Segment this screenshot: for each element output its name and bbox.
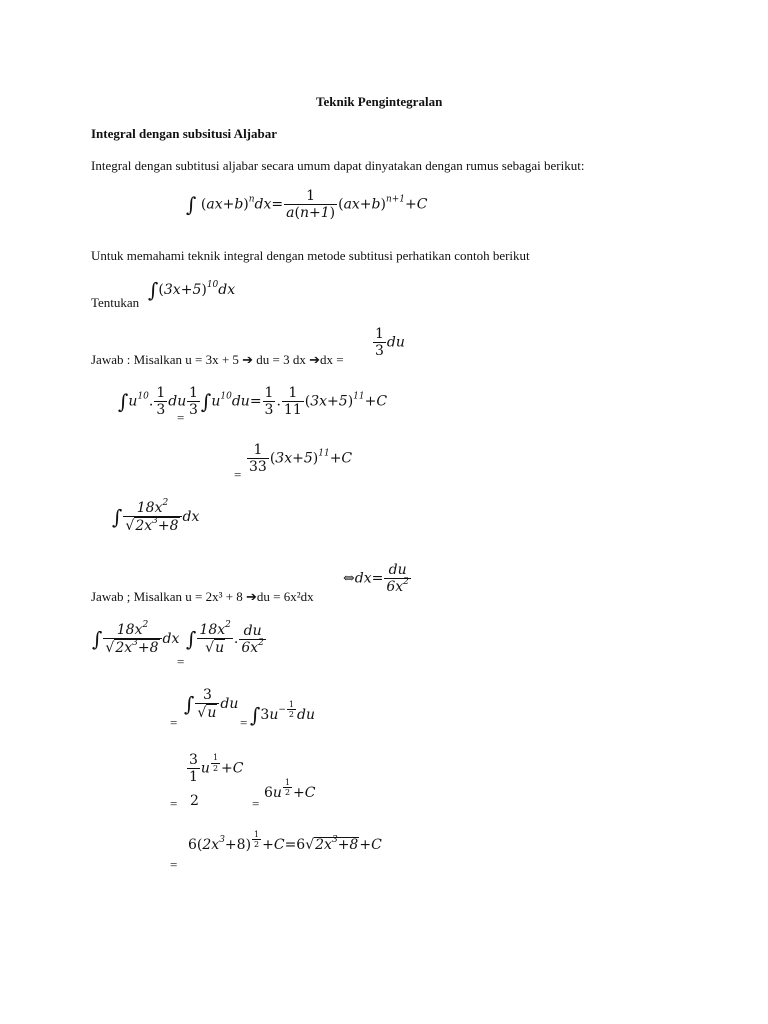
equals-sign: = [240,715,248,730]
solution2-step4: $\int 3u^{- \frac{1}{2}}$ du [250,700,315,728]
dx-substitution: ⇔dx= $\frac{du}{6x^2}$ [343,562,409,596]
equals-sign: = [234,467,242,482]
equals-sign: = [177,654,185,669]
equals-sign: = [177,410,185,425]
jawab1-text: Jawab : Misalkan u = 3x + 5 ➔ du = 3 dx ➔dx = [91,352,344,367]
dx-one-third-du: $\frac{1}{3}$ du [375,326,405,360]
section-heading: Integral dengan subsitusi Aljabar [91,126,278,141]
solution2-step1: ∫ $\frac{18x^2}{√2x^3+8}$ dx [92,620,180,657]
solution1-result: $\frac{1}{33}$ $(3x+5)^{11}+C$ [249,442,353,476]
solution2-step6: 6u $^{\frac{1}{2}}$ +C [264,778,316,802]
solution2-result: $6(2x^3+8)$ $^{\frac{1}{2}}$ $+C=6√2x^3+8+C$ [188,830,382,854]
solution1-step1: $\int u^{10}$. $\frac{1}{3}$ du [118,385,187,419]
solution2-step3: ∫ $\frac{3}{√u}$ du [184,687,239,722]
intro-paragraph: Integral dengan subtitusi aljabar secara umum dapat dinyatakan dengan rumus sebagai berikut: [91,158,585,173]
equals-sign: = [252,796,260,811]
equals-sign: = [170,715,178,730]
equals-sign: = [170,796,178,811]
solution2-step5: $\frac{3}{1}$ u $^{\frac{1}{2}}$ +C [189,752,244,786]
equals-sign: = [170,857,178,872]
general-formula: ∫ $(ax+b)^ndx=$ $\frac{1}{a(n+1)}$ $(ax+b)^{n+1}+C$ [186,188,428,222]
page-title: Teknik Pengintegralan [316,94,443,109]
solution2-step2: ∫ $\frac{18x^2}{√u}$ . $\frac{du}{6x^2}$ [186,620,264,657]
tentukan-label: Tentukan [91,295,140,310]
jawab2-text: Jawab ; Misalkan u = 2x³ + 8 ➔du = 6x²dx [91,589,314,604]
fraction-denominator-2: 2 [190,793,199,809]
method-paragraph: Untuk memahami teknik integral dengan metode subtitusi perhatikan contoh berikut [91,248,530,263]
solution1-step2: $\frac{1}{3}$ $\int u^{10}du=$ $\frac{1}{3}$ . $\frac{1}{11}$ $(3x+5)^{11}+C$ [189,385,388,419]
problem1-integral: $\int(3x+5)^{10}dx$ [148,278,236,302]
problem2-integral: ∫ $\frac{18x^2}{√2x^3+8}$ dx [112,498,200,535]
